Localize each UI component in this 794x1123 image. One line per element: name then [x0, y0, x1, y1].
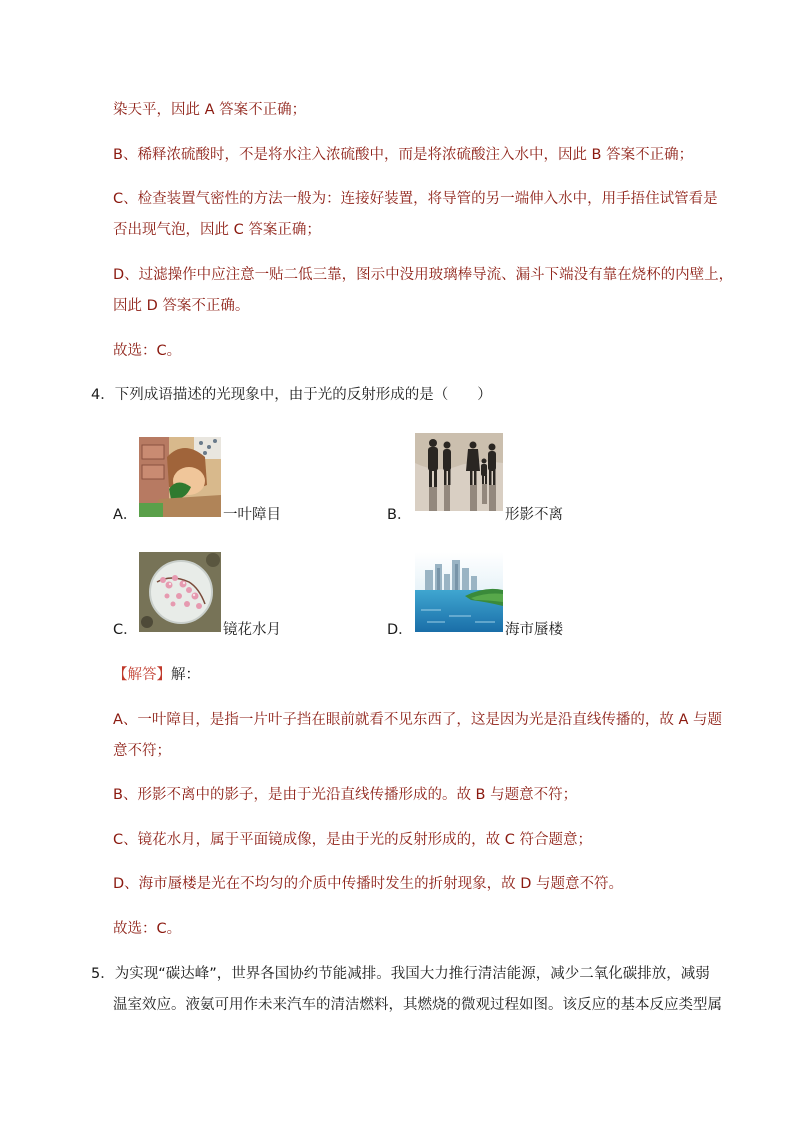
- solution-suffix: 解：: [171, 667, 200, 683]
- answer-line: 否出现气泡，因此 C 答案正确；: [113, 222, 321, 238]
- solution-line: D、海市蜃楼是光在不均匀的介质中传播时发生的折射现象，故 D 与题意不符。: [113, 876, 624, 892]
- answer-line: 因此 D 答案不正确。: [113, 298, 250, 314]
- question-stem: 5．为实现“碳达峰”，世界各国协约节能减排。我国大力推行清洁能源，减少二氧化碳排放，减弱: [91, 966, 710, 982]
- answer-line: 染天平，因此 A 答案不正确；: [113, 102, 307, 118]
- silhouette-family-image: [415, 433, 503, 511]
- option-letter: A．: [113, 507, 138, 523]
- option-text: 一叶障目: [223, 507, 281, 523]
- answer-line: B、稀释浓硫酸时，不是将水注入浓硫酸中，而是将浓硫酸注入水中，因此 B 答案不正确；: [113, 147, 694, 163]
- option-letter: D．: [387, 622, 413, 638]
- option-text: 海市蜃楼: [505, 622, 563, 638]
- mirage-city-image: [415, 552, 503, 632]
- solution-label: 【解答】: [113, 667, 171, 683]
- option-text: 镜花水月: [223, 622, 281, 638]
- option-letter: C．: [113, 622, 138, 638]
- option-letter: B．: [387, 507, 412, 523]
- solution-heading: [113, 665, 200, 685]
- answer-line: C、检查装置气密性的方法一般为：连接好装置，将导管的另一端伸入水中，用手捂住试管看是: [113, 191, 718, 207]
- leaf-over-eye-image: [139, 437, 221, 517]
- flower-mirror-image: [139, 552, 221, 632]
- solution-line: C、镜花水月，属于平面镜成像，是由于光的反射形成的，故 C 符合题意；: [113, 832, 592, 848]
- question-stem-continued: 温室效应。液氨可用作未来汽车的清洁燃料，其燃烧的微观过程如图。该反应的基本反应类型属: [113, 997, 722, 1013]
- answer-choice: 故选：C。: [113, 343, 182, 359]
- question-stem: 4．下列成语描述的光现象中，由于光的反射形成的是（ ）: [91, 387, 492, 403]
- solution-choice: 故选：C。: [113, 921, 182, 937]
- solution-line: A、一叶障目，是指一片叶子挡在眼前就看不见东西了，这是因为光是沿直线传播的，故 A 与题: [113, 712, 723, 728]
- solution-line: 意不符；: [113, 743, 171, 759]
- solution-line: B、形影不离中的影子，是由于光沿直线传播形成的。故 B 与题意不符；: [113, 787, 578, 803]
- answer-line: D、过滤操作中应注意一贴二低三靠，图示中没用玻璃棒导流、漏斗下端没有靠在烧杯的内壁上，: [113, 267, 734, 283]
- option-text: 形影不离: [505, 507, 563, 523]
